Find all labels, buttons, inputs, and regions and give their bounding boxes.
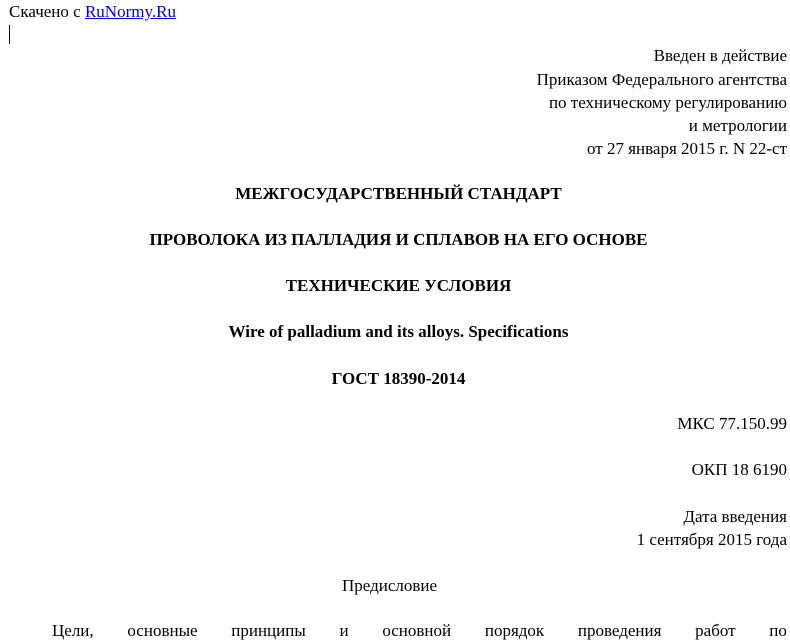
text-cursor	[9, 25, 10, 44]
product-title: ПРОВОЛОКА ИЗ ПАЛЛАДИЯ И СПЛАВОВ НА ЕГО ОСНОВЕ	[149, 230, 648, 249]
enactment-line-3: по техническому регулированию	[548, 93, 787, 112]
download-banner	[9, 1, 176, 22]
standard-type-title: МЕЖГОСУДАРСТВЕННЫЙ СТАНДАРТ	[235, 184, 562, 203]
enactment-line-2: Приказом Федерального агентства	[536, 70, 787, 89]
enactment-line-1: Введен в действие	[653, 46, 787, 65]
mks-code: МКС 77.150.99	[677, 414, 787, 433]
preface-word: Цели,	[52, 621, 94, 640]
preface-paragraph-first-line	[52, 620, 787, 641]
download-banner-prefix: Скачено с	[9, 2, 81, 21]
standard-code: ГОСТ 18390-2014	[331, 369, 466, 388]
effective-date-label: Дата введения	[683, 507, 787, 526]
preface-word: по	[769, 621, 787, 640]
enactment-line-5: от 27 января 2015 г. N 22-ст	[586, 139, 787, 158]
preface-word: основные	[127, 621, 198, 640]
preface-heading: Предисловие	[342, 576, 438, 595]
enactment-line-4: и метрологии	[688, 116, 787, 135]
preface-word: и	[339, 621, 349, 640]
preface-word: принципы	[231, 621, 306, 640]
preface-word: основной	[382, 621, 452, 640]
preface-word: проведения	[577, 621, 662, 640]
runormy-link[interactable]: RuNormy.Ru	[84, 2, 176, 21]
preface-word: порядок	[484, 621, 545, 640]
effective-date: 1 сентября 2015 года	[636, 530, 787, 549]
preface-word: работ	[695, 621, 736, 640]
english-title: Wire of palladium and its alloys. Specifications	[228, 322, 569, 341]
subtitle-title: ТЕХНИЧЕСКИЕ УСЛОВИЯ	[285, 276, 512, 295]
okp-code: ОКП 18 6190	[691, 460, 787, 479]
